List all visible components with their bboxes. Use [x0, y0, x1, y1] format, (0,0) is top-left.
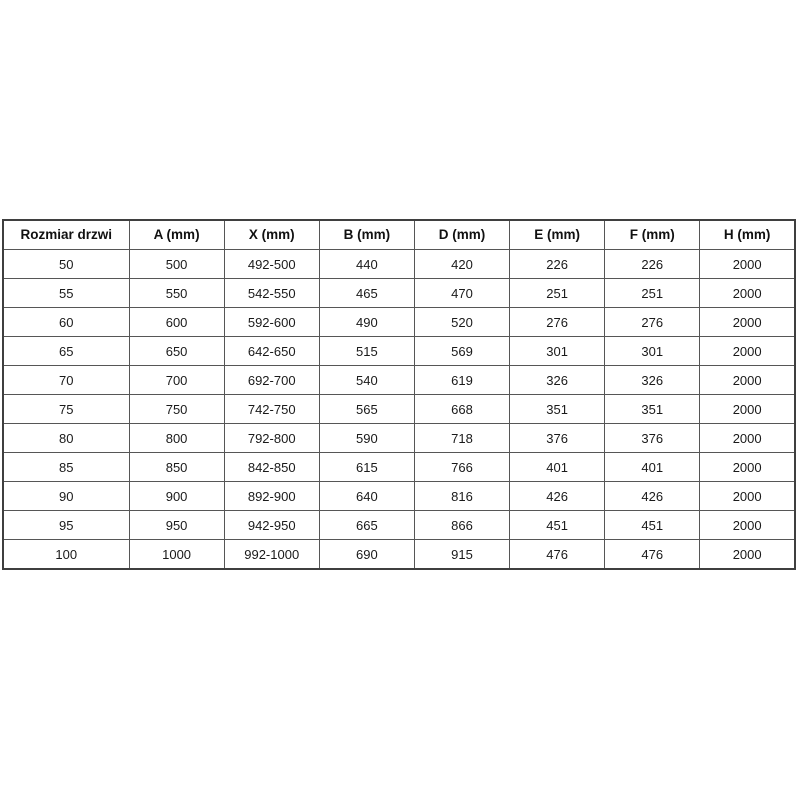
table-cell: 276 — [510, 308, 605, 337]
table-cell: 2000 — [700, 279, 795, 308]
table-header-cell: D (mm) — [414, 220, 509, 250]
table-cell: 2000 — [700, 366, 795, 395]
table-cell: 476 — [510, 540, 605, 570]
table-row — [3, 511, 795, 540]
door-size-table — [2, 219, 796, 570]
table-cell: 600 — [129, 308, 224, 337]
table-cell: 70 — [3, 366, 129, 395]
table-cell: 690 — [319, 540, 414, 570]
table-cell: 640 — [319, 482, 414, 511]
table-cell: 2000 — [700, 337, 795, 366]
table-cell: 50 — [3, 250, 129, 279]
table-cell: 565 — [319, 395, 414, 424]
table-cell: 515 — [319, 337, 414, 366]
table-cell: 650 — [129, 337, 224, 366]
table-cell: 750 — [129, 395, 224, 424]
table-cell: 500 — [129, 250, 224, 279]
table-row — [3, 424, 795, 453]
table-cell: 85 — [3, 453, 129, 482]
table-cell: 492-500 — [224, 250, 319, 279]
table-cell: 401 — [510, 453, 605, 482]
table-cell: 540 — [319, 366, 414, 395]
table-cell: 55 — [3, 279, 129, 308]
table-cell: 440 — [319, 250, 414, 279]
table-cell: 95 — [3, 511, 129, 540]
table-cell: 65 — [3, 337, 129, 366]
table-row — [3, 540, 795, 570]
table-cell: 992-1000 — [224, 540, 319, 570]
table-cell: 2000 — [700, 250, 795, 279]
table-cell: 800 — [129, 424, 224, 453]
table-cell: 668 — [414, 395, 509, 424]
table-cell: 301 — [510, 337, 605, 366]
table-cell: 226 — [605, 250, 700, 279]
table-cell: 950 — [129, 511, 224, 540]
table-cell: 301 — [605, 337, 700, 366]
table-cell: 351 — [605, 395, 700, 424]
table-row — [3, 308, 795, 337]
table-row — [3, 337, 795, 366]
table-cell: 866 — [414, 511, 509, 540]
table-cell: 2000 — [700, 308, 795, 337]
table-cell: 569 — [414, 337, 509, 366]
table-header-cell: X (mm) — [224, 220, 319, 250]
table-cell: 470 — [414, 279, 509, 308]
table-cell: 251 — [510, 279, 605, 308]
table-cell: 376 — [605, 424, 700, 453]
table-header-cell: A (mm) — [129, 220, 224, 250]
table-cell: 2000 — [700, 424, 795, 453]
table-cell: 60 — [3, 308, 129, 337]
table-cell: 590 — [319, 424, 414, 453]
table-row — [3, 279, 795, 308]
table-row — [3, 366, 795, 395]
table-cell: 850 — [129, 453, 224, 482]
table-cell: 592-600 — [224, 308, 319, 337]
table-cell: 2000 — [700, 395, 795, 424]
table-cell: 700 — [129, 366, 224, 395]
table-cell: 619 — [414, 366, 509, 395]
table-cell: 615 — [319, 453, 414, 482]
table-cell: 520 — [414, 308, 509, 337]
table-cell: 376 — [510, 424, 605, 453]
table-cell: 2000 — [700, 482, 795, 511]
table-cell: 842-850 — [224, 453, 319, 482]
table-cell: 451 — [605, 511, 700, 540]
table-cell: 326 — [605, 366, 700, 395]
table-cell: 326 — [510, 366, 605, 395]
table-cell: 792-800 — [224, 424, 319, 453]
table-cell: 401 — [605, 453, 700, 482]
table-head — [3, 220, 795, 250]
table-cell: 476 — [605, 540, 700, 570]
table-cell: 226 — [510, 250, 605, 279]
table-header-cell: F (mm) — [605, 220, 700, 250]
table-cell: 451 — [510, 511, 605, 540]
table-cell: 816 — [414, 482, 509, 511]
table-row — [3, 250, 795, 279]
table-cell: 742-750 — [224, 395, 319, 424]
table-cell: 251 — [605, 279, 700, 308]
table-cell: 80 — [3, 424, 129, 453]
table-header-cell: H (mm) — [700, 220, 795, 250]
table-cell: 766 — [414, 453, 509, 482]
table-cell: 892-900 — [224, 482, 319, 511]
table-cell: 550 — [129, 279, 224, 308]
table-cell: 465 — [319, 279, 414, 308]
table-header-row — [3, 220, 795, 250]
table-cell: 100 — [3, 540, 129, 570]
table-cell: 2000 — [700, 453, 795, 482]
table-cell: 75 — [3, 395, 129, 424]
table-cell: 642-650 — [224, 337, 319, 366]
table-cell: 900 — [129, 482, 224, 511]
table-body — [3, 250, 795, 570]
table-cell: 692-700 — [224, 366, 319, 395]
table-cell: 426 — [605, 482, 700, 511]
table-cell: 718 — [414, 424, 509, 453]
table-cell: 2000 — [700, 540, 795, 570]
table-row — [3, 453, 795, 482]
table-row — [3, 395, 795, 424]
table-cell: 942-950 — [224, 511, 319, 540]
table-cell: 490 — [319, 308, 414, 337]
table-cell: 665 — [319, 511, 414, 540]
table-cell: 915 — [414, 540, 509, 570]
table-cell: 351 — [510, 395, 605, 424]
table-cell: 542-550 — [224, 279, 319, 308]
table-header-cell: B (mm) — [319, 220, 414, 250]
table-cell: 426 — [510, 482, 605, 511]
table-header-cell: Rozmiar drzwi — [3, 220, 129, 250]
table-cell: 420 — [414, 250, 509, 279]
table-row — [3, 482, 795, 511]
table-header-cell: E (mm) — [510, 220, 605, 250]
table-cell: 276 — [605, 308, 700, 337]
table-cell: 90 — [3, 482, 129, 511]
table-cell: 1000 — [129, 540, 224, 570]
table-cell: 2000 — [700, 511, 795, 540]
